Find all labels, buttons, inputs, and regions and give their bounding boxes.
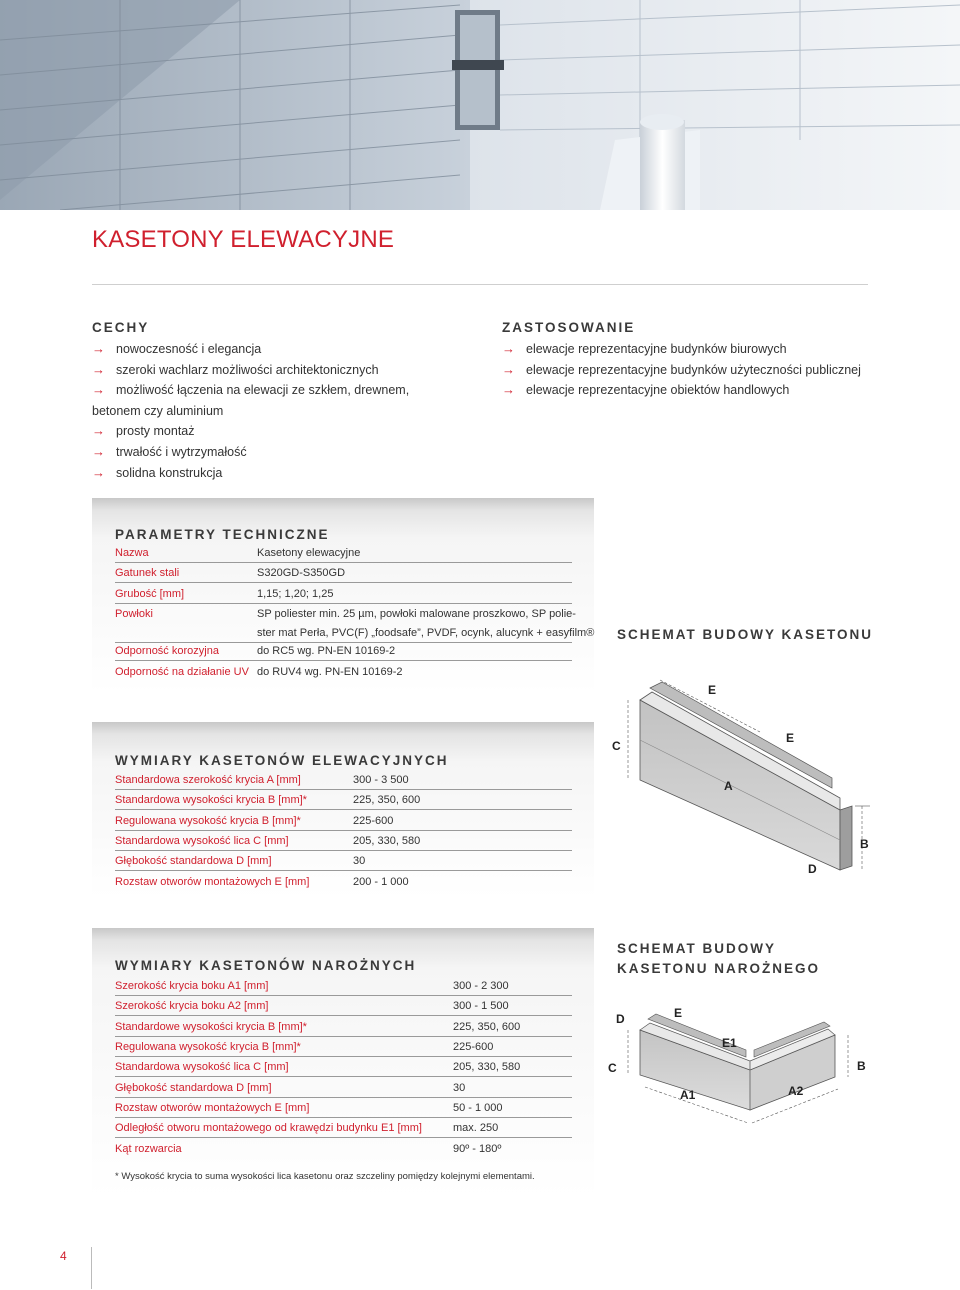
cassette-diagram (600, 670, 900, 900)
zastosowanie-heading: ZASTOSOWANIE (502, 320, 636, 335)
wymiary-panel: WYMIARY KASETONÓW ELEWACYJNYCH Standardowa szerokość krycia A [mm] 300 - 3 500 Standardowa wysokości krycia B [mm]* 225, 350, 600 Regulowana wysokość krycia B [mm]* 225-600 Standardowa wysokość lica C [mm] 205, 330, 580 Głębokość standardowa D [mm] 30 Rozstaw otworów montażowych E [mm] 200 - 1 000 (92, 722, 594, 898)
page-number: 4 (60, 1249, 67, 1263)
footnote: * Wysokość krycia to suma wysokości lica kasetonu oraz szczeliny pomiędzy kolejnymi elementami. (115, 1171, 535, 1182)
list-item: → elewacje reprezentacyjne obiektów handlowych (502, 380, 922, 401)
arrow-right-icon: → (92, 341, 105, 356)
label-c: C (608, 1061, 617, 1075)
label-a2: A2 (788, 1084, 804, 1098)
label-a1: A1 (680, 1088, 696, 1102)
arrow-right-icon: → (92, 443, 105, 459)
list-item: → możliwość łączenia na elewacji ze szkłem, drewnem, (92, 380, 482, 401)
parametry-panel: PARAMETRY TECHNICZNE Nazwa Kasetony elewacyjne Gatunek stali S320GD-S350GD Grubość [mm] 1,15; 1,20; 1,25 Powłoki SP poliester min. 25 µm, powłoki malowane proszkowo, SP polie- ster mat Perła, PVC(F) „foodsafe”, PVDF, ocynk, alucynk + easyfilm® Odporność korozyjna do RC5 wg. PN-EN 10169-2 Odporność na działanie UV do RUV4 wg. PN-EN 10169-2 (92, 498, 594, 694)
list-item: → nowoczesność i elegancja (92, 339, 482, 360)
list-item-continuation: betonem czy aluminium (92, 403, 224, 418)
list-item: → szeroki wachlarz możliwości architektonicznych (92, 360, 482, 381)
parametry-heading: PARAMETRY TECHNICZNE (115, 527, 330, 542)
schemat2-heading-line1: SCHEMAT BUDOWY (617, 941, 776, 956)
arrow-right-icon: → (92, 423, 105, 439)
title-divider (92, 284, 868, 285)
schemat1-heading: SCHEMAT BUDOWY KASETONU (617, 627, 874, 642)
label-d: D (808, 862, 817, 876)
hero-photo (0, 0, 960, 210)
list-item: → elewacje reprezentacyjne budynków użyteczności publicznej (502, 360, 922, 381)
arrow-right-icon: → (502, 382, 515, 398)
zastosowanie-list (502, 339, 922, 401)
label-e1: E1 (722, 1036, 737, 1050)
list-item: → solidna konstrukcja (92, 463, 482, 484)
label-a: A (724, 779, 733, 793)
arrow-right-icon: → (92, 382, 105, 398)
page-number-divider (91, 1247, 92, 1289)
narozne-panel: WYMIARY KASETONÓW NAROŻNYCH Szerokość krycia boku A1 [mm] 300 - 2 300 Szerokość krycia boku A2 [mm] 300 - 1 500 Standardowe wysokości krycia B [mm]* 225, 350, 600 Regulowana wysokość krycia B [mm]* 225-600 Standardowa wysokość lica C [mm] 205, 330, 580 Głębokość standardowa D [mm] 30 Rozstaw otworów montażowych E [mm] 50 - 1 000 Odległość otworu montażowego od krawędzi budynku E1 [mm] max. 250 Kąt rozwarcia 90º - 180º (92, 928, 594, 1198)
label-e-right: E (786, 731, 795, 745)
arrow-right-icon: → (92, 464, 105, 480)
page-title: KASETONY ELEWACYJNE (92, 226, 395, 253)
wymiary-heading: WYMIARY KASETONÓW ELEWACYJNYCH (115, 753, 449, 768)
narozne-heading: WYMIARY KASETONÓW NAROŻNYCH (115, 958, 417, 973)
label-e: E (674, 1006, 683, 1020)
schemat2-heading (617, 939, 820, 979)
label-b: B (860, 837, 869, 851)
arrow-right-icon: → (502, 361, 515, 377)
label-e-top: E (708, 683, 717, 697)
building-facade-illustration (0, 0, 960, 210)
arrow-right-icon: → (92, 361, 105, 377)
label-c: C (612, 739, 621, 753)
schemat2-heading-line2: KASETONU NAROŻNEGO (617, 961, 821, 976)
list-item: → elewacje reprezentacyjne budynków biurowych (502, 339, 922, 360)
list-item: → trwałość i wytrzymałość (92, 442, 482, 463)
label-d: D (616, 1012, 625, 1026)
arrow-right-icon: → (502, 341, 515, 356)
cechy-list (92, 339, 482, 483)
cassette-side (840, 806, 852, 870)
label-b: B (857, 1059, 866, 1073)
cechy-heading: CECHY (92, 320, 150, 335)
corner-cassette-diagram (600, 995, 900, 1135)
list-item: → prosty montaż (92, 421, 482, 442)
